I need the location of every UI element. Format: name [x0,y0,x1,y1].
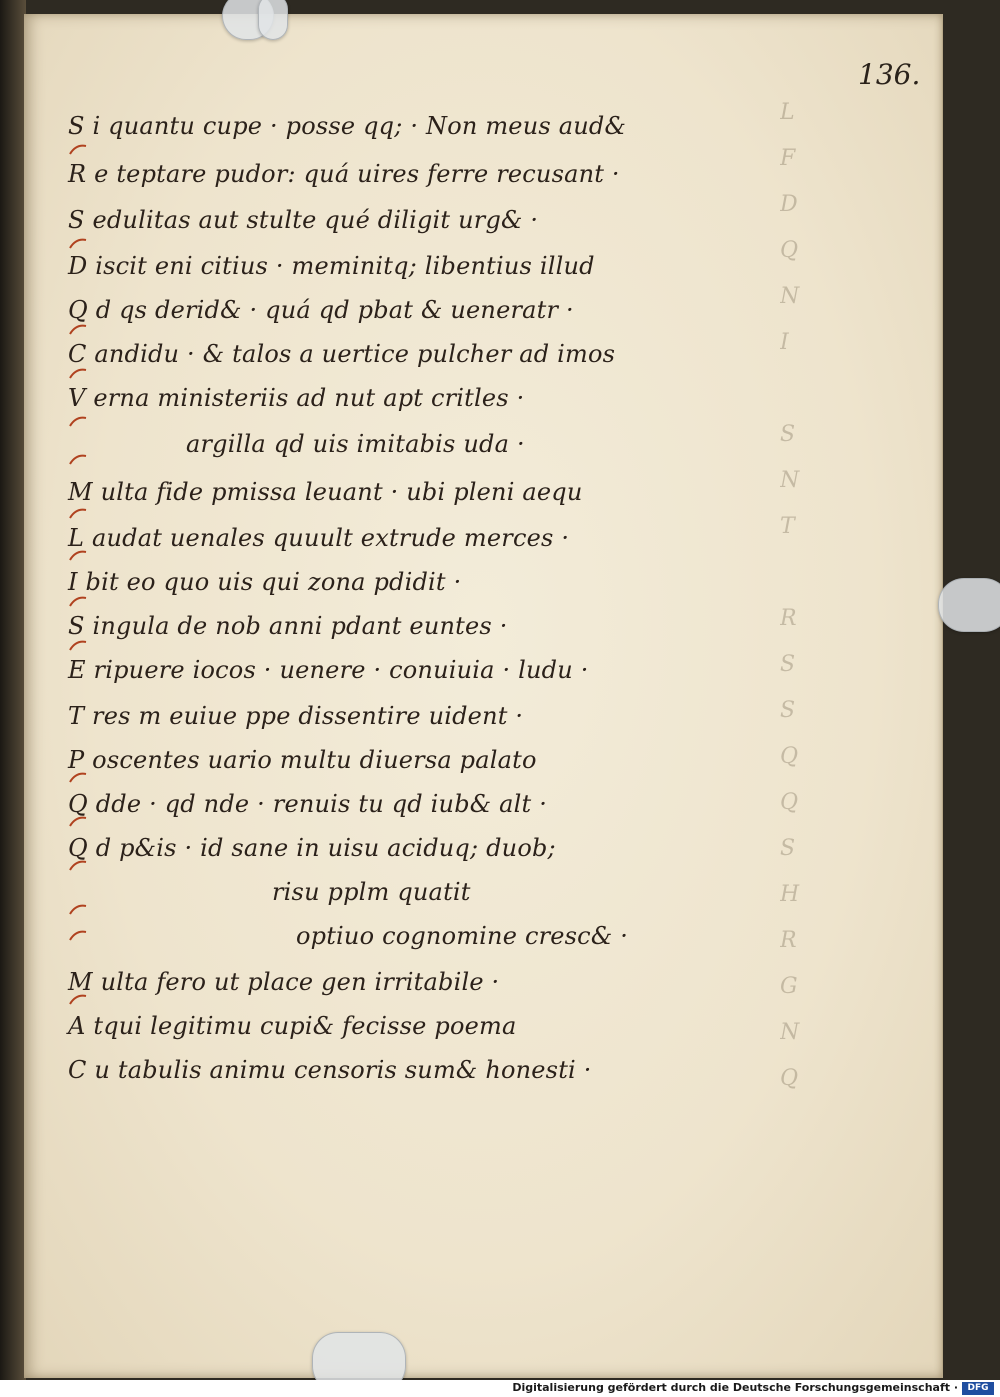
text-line: S edulitas aut stulte qué diligit urg& · [68,206,539,234]
text-line: A tqui legitimu cupi& fecisse poema [68,1012,517,1040]
text-line: optiuo cognomine cresc& · [296,922,629,950]
rubric-mark [68,928,88,944]
rubric-mark [68,322,88,338]
text-line: risu pplm quatit [272,878,471,906]
rubric-mark [68,992,88,1008]
funding-credit: Digitalisierung gefördert durch die Deutsche Forschungsgemeinschaft · [512,1381,958,1394]
text-line: V erna ministeriis ad nut apt critles · [68,384,525,412]
text-line: T res m euiue ppe dissentire uident · [68,702,524,730]
text-line: Q d qs derid& · quá qd pbat & ueneratr · [68,296,574,324]
text-line: Q dde · qd nde · renuis tu qd iub& alt · [68,790,548,818]
rubric-mark [68,236,88,252]
rubric-mark [68,858,88,874]
binding-gutter [0,0,26,1380]
text-line: L audat uenales quuult extrude merces · [68,524,570,552]
rubric-mark [68,414,88,430]
text-line: C andidu · & talos a uertice pulcher ad imos [68,340,616,368]
rubric-mark [68,548,88,564]
text-line: D iscit eni citius · meminitq; libentius illud [68,252,595,280]
rubric-mark [68,638,88,654]
text-line: R e teptare pudor: quá uires ferre recusant · [68,160,620,188]
text-line: C u tabulis animu censoris sum& honesti · [68,1056,592,1084]
text-line: S i quantu cupe · posse qq; · Non meus aud& [68,112,627,140]
show-through-text: L F D Q N I S N T R S S Q Q S H R G N Q [780,100,800,1091]
right-clip [938,578,1000,632]
text-line: S ingula de nob anni pdant euntes · [68,612,508,640]
rubric-mark [68,506,88,522]
folio-number: 136. [858,58,921,91]
text-line: M ulta fide pmissa leuant · ubi pleni aequ [68,478,583,506]
rubric-mark [68,902,88,918]
rubric-mark [68,814,88,830]
rubric-mark [68,452,88,468]
rubric-mark [68,594,88,610]
top-clip-right [258,0,288,40]
text-line: E ripuere iocos · uenere · conuiuia · ludu · [68,656,589,684]
text-line: Q d p&is · id sane in uisu aciduq; duob; [68,834,556,862]
rubric-mark [68,770,88,786]
dfg-logo: DFG [962,1382,994,1395]
text-line: argilla qd uis imitabis uda · [186,430,525,458]
text-line: I bit eo quo uis qui zona pdidit · [68,568,462,596]
text-line: M ulta fero ut place gen irritabile · [68,968,500,996]
text-line: P oscentes uario multu diuersa palato [68,746,537,774]
rubric-mark [68,142,88,158]
rubric-mark [68,366,88,382]
